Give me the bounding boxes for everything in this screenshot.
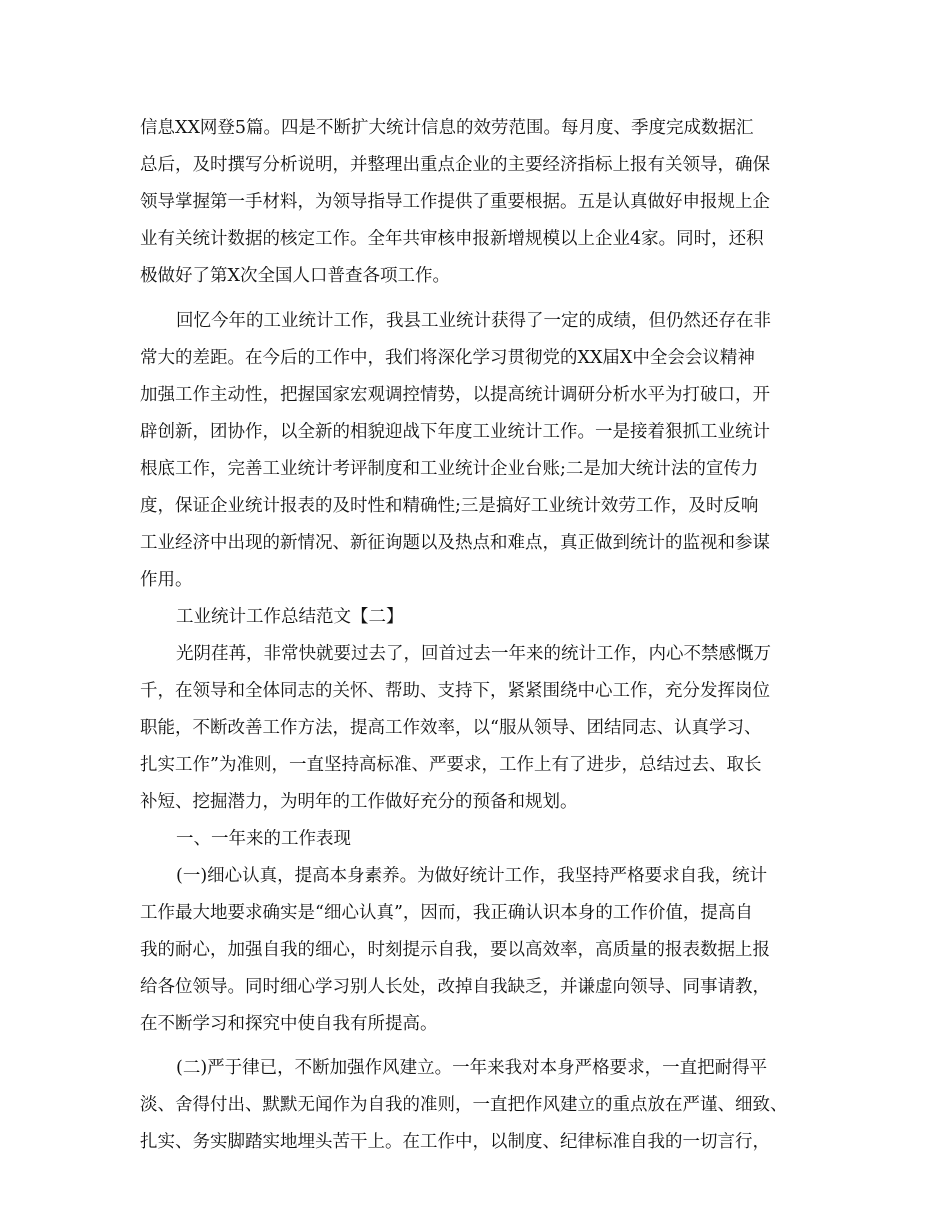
body-line: 职能，不断改善工作方法，提高工作效率，以“服从领导、团结同志、认真学习、 [140, 718, 762, 738]
body-line: 我的耐心，加强自我的细心，时刻提示自我，要以高效率，高质量的报表数据上报 [140, 940, 770, 960]
body-line: 领导掌握第一手材料，为领导指导工作提供了重要根据。五是认真做好申报规上企 [140, 192, 770, 212]
body-line: 极做好了第X次全国人口普查各项工作。 [140, 266, 450, 286]
body-line: 扎实工作”为准则，一直坚持高标准、严要求，工作上有了进步，总结过去、取长 [140, 755, 762, 775]
body-line: 加强工作主动性，把握国家宏观调控情势，以提高统计调研分析水平为打破口，开 [140, 385, 770, 405]
paragraph-first-line: 回忆今年的工业统计工作，我县工业统计获得了一定的成绩，但仍然还存在非 [176, 311, 771, 331]
paragraph-first-line: (二)严于律已，不断加强作风建立。一年来我对本身严格要求，一直把耐得平 [176, 1058, 768, 1078]
subsection-heading: 一、一年来的工作表现 [176, 829, 351, 849]
section-heading: 工业统计工作总结范文【二】 [176, 607, 404, 627]
paragraph-first-line: 光阴荏苒，非常快就要过去了，回首过去一年来的统计工作，内心不禁感慨万 [176, 644, 771, 664]
body-line: 千，在领导和全体同志的关怀、帮助、支持下，紧紧围绕中心工作，充分发挥岗位 [140, 681, 770, 701]
body-line: 作用。 [140, 570, 193, 590]
paragraph-first-line: (一)细心认真，提高本身素养。为做好统计工作，我坚持严格要求自我，统计 [176, 866, 768, 886]
body-line: 根底工作，完善工业统计考评制度和工业统计企业台账;二是加大统计法的宣传力 [140, 459, 759, 479]
body-line: 常大的差距。在今后的工作中，我们将深化学习贯彻党的XX届X中全会会议精神 [140, 348, 755, 368]
body-line: 工业经济中出现的新情况、新征询题以及热点和难点，真正做到统计的监视和参谋 [140, 533, 770, 553]
body-line: 淡、舍得付出、默默无闻作为自我的准则，一直把作风建立的重点放在严谨、细致、 [140, 1095, 788, 1115]
body-line: 在不断学习和探究中使自我有所提高。 [140, 1014, 438, 1034]
body-line: 信息XX网登5篇。四是不断扩大统计信息的效劳范围。每月度、季度完成数据汇 [140, 118, 754, 138]
body-line: 补短、挖掘潜力，为明年的工作做好充分的预备和规划。 [140, 792, 578, 812]
body-line: 总后，及时撰写分析说明，并整理出重点企业的主要经济指标上报有关领导，确保 [140, 155, 770, 175]
body-line: 度，保证企业统计报表的及时性和精确性;三是搞好工业统计效劳工作，及时反响 [140, 496, 759, 516]
body-line: 辟创新，团协作，以全新的相貌迎战下年度工业统计工作。一是接着狠抓工业统计 [140, 422, 770, 442]
body-line: 扎实、务实脚踏实地埋头苦干上。在工作中，以制度、纪律标准自我的一切言行， [140, 1132, 770, 1152]
body-line: 给各位领导。同时细心学习别人长处，改掉自我缺乏，并谦虚向领导、同事请教， [140, 977, 770, 997]
body-line: 业有关统计数据的核定工作。全年共审核申报新增规模以上企业4家。同时，还积 [140, 229, 764, 249]
body-line: 工作最大地要求确实是“细心认真”，因而，我正确认识本身的工作价值，提高自 [140, 903, 753, 923]
